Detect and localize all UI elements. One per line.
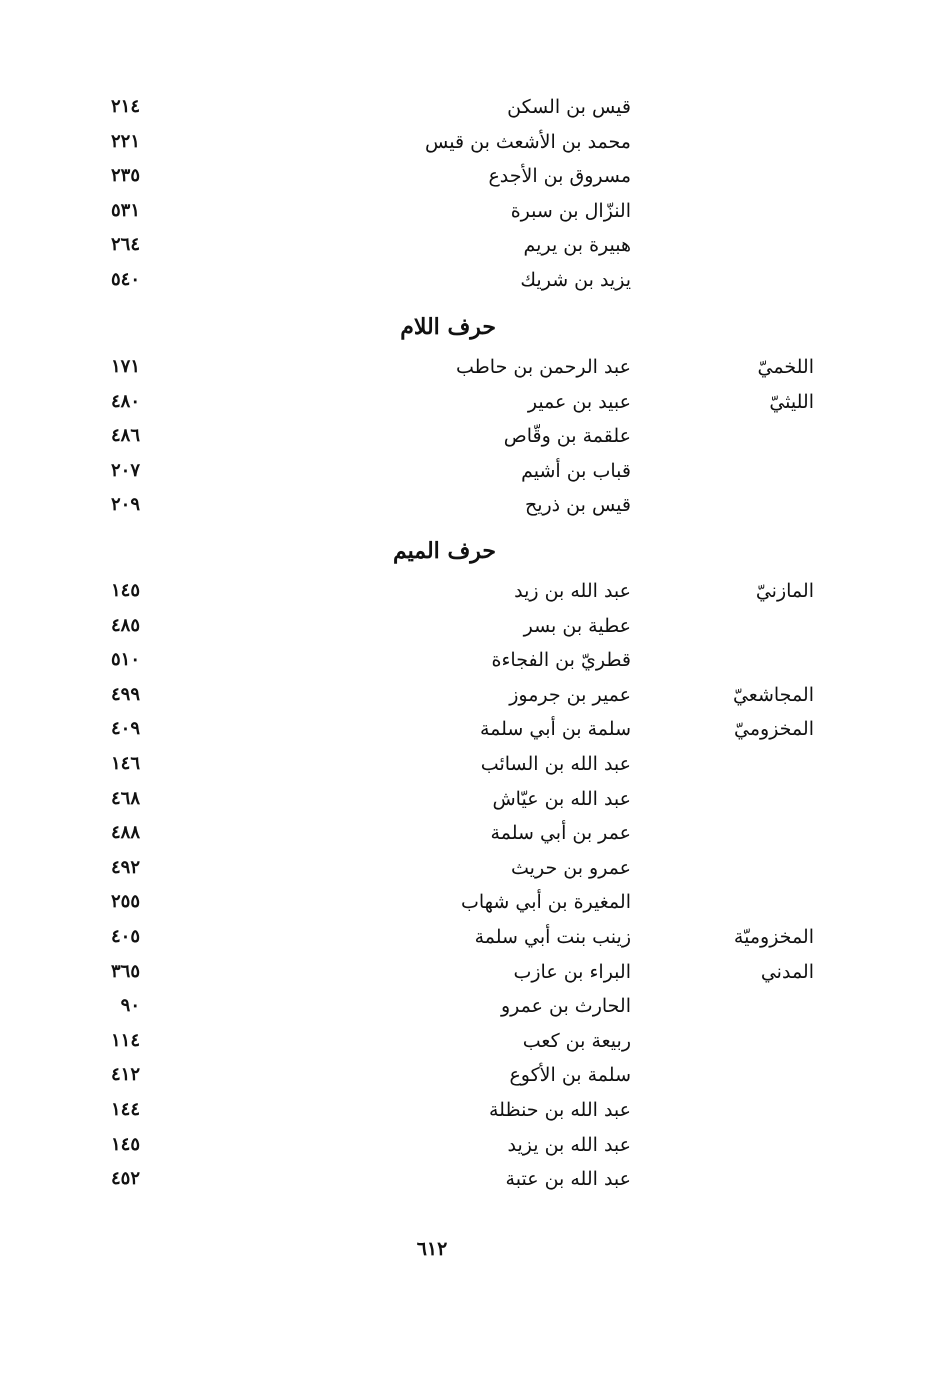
entry-page-number: ٢٣٥ — [110, 165, 140, 187]
entry-page-number: ٤٩٢ — [110, 856, 140, 878]
entry-page-number: ٤٨٠ — [110, 390, 140, 412]
entry-page-number: ٤٩٩ — [110, 683, 140, 705]
entry-page-number: ٤٨٥ — [110, 614, 140, 636]
entry-page-number: ٢٠٧ — [110, 459, 140, 481]
index-entry — [0, 922, 944, 957]
index-entry — [0, 991, 944, 1026]
entry-name: عمرو بن حريث — [511, 856, 631, 879]
entry-page-number: ١٤٥ — [110, 1133, 140, 1155]
index-entry — [0, 352, 944, 387]
entry-name: عبد الله بن عيّاش — [492, 787, 631, 810]
entry-page-number: ٥٤٠ — [110, 268, 140, 290]
entry-name: محمد بن الأشعث بن قيس — [425, 130, 631, 153]
entry-page-number: ٤٨٦ — [110, 425, 140, 447]
entry-name: سلمة بن الأكوع — [509, 1064, 631, 1087]
entry-page-number: ١١٤ — [110, 1029, 140, 1051]
entry-page-number: ٢٦٤ — [110, 234, 140, 256]
index-entry — [0, 230, 944, 265]
section-heading-lam: حرف اللام — [400, 314, 496, 340]
entry-page-number: ٢٥٥ — [110, 891, 140, 913]
index-entry — [0, 818, 944, 853]
entry-name: عمير بن جرموز — [509, 683, 631, 706]
entries-top — [0, 92, 944, 300]
entry-page-number: ٥١٠ — [110, 649, 140, 671]
index-entry — [0, 127, 944, 162]
entry-name: قيس بن ذريح — [524, 494, 631, 517]
entry-nisba: الليثيّ — [769, 390, 814, 413]
entry-name: عمر بن أبي سلمة — [490, 822, 631, 845]
entry-name: يزيد بن شريك — [520, 268, 631, 291]
entry-name: مسروق بن الأجدع — [488, 165, 631, 188]
entry-page-number: ٣٦٥ — [110, 960, 140, 982]
index-entry — [0, 1026, 944, 1061]
index-entry — [0, 853, 944, 888]
entry-name: عبد الله بن عتبة — [505, 1168, 631, 1191]
entry-name: زينب بنت أبي سلمة — [474, 925, 631, 948]
entry-name: المغيرة بن أبي شهاب — [460, 891, 631, 914]
entry-page-number: ٤١٢ — [110, 1064, 140, 1086]
entries-mim — [0, 576, 944, 1199]
index-entry — [0, 387, 944, 422]
entry-name: عبد الله بن السائب — [480, 752, 631, 775]
index-entry — [0, 1095, 944, 1130]
entry-name: عطية بن بسر — [523, 614, 631, 637]
index-entry — [0, 421, 944, 456]
entry-page-number: ٢٢١ — [110, 130, 140, 152]
index-entry — [0, 784, 944, 819]
entry-page-number: ٤٥٢ — [110, 1168, 140, 1190]
entry-page-number: ٤٠٥ — [110, 925, 140, 947]
entry-name: عبد الرحمن بن حاطب — [456, 356, 631, 378]
entry-nisba: اللخميّ — [757, 356, 814, 378]
index-entry — [0, 490, 944, 525]
entry-nisba: المخزوميّة — [733, 925, 814, 948]
index-entry — [0, 611, 944, 646]
entry-page-number: ٥٣١ — [110, 199, 140, 221]
entry-page-number: ١٤٦ — [110, 752, 140, 774]
index-entry — [0, 161, 944, 196]
entry-name: سلمة بن أبي سلمة — [479, 718, 631, 741]
entry-name: قطريّ بن الفجاءة — [491, 649, 631, 672]
entry-nisba: المخزوميّ — [734, 718, 814, 741]
entry-name: عبد الله بن حنظلة — [489, 1098, 631, 1121]
entry-name: عبد الله بن زيد — [514, 580, 631, 602]
entry-name: ربيعة بن كعب — [522, 1029, 631, 1052]
entry-name: البراء بن عازب — [513, 960, 631, 983]
entry-nisba: المازنيّ — [755, 580, 814, 602]
entry-page-number: ١٤٤ — [110, 1098, 140, 1120]
index-entry — [0, 645, 944, 680]
entry-page-number: ٩٠ — [120, 995, 140, 1017]
entry-page-number: ٤٠٩ — [110, 718, 140, 740]
index-entry — [0, 749, 944, 784]
entry-name: قيس بن السكن — [507, 96, 631, 118]
entry-page-number: ٢٠٩ — [110, 494, 140, 516]
entry-name: النزّال بن سبرة — [510, 199, 631, 222]
index-entry — [0, 576, 944, 611]
index-entry — [0, 456, 944, 491]
index-entry — [0, 265, 944, 300]
index-entry — [0, 714, 944, 749]
index-entry — [0, 1164, 944, 1199]
entry-page-number: ٤٨٨ — [110, 822, 140, 844]
index-entry — [0, 1130, 944, 1165]
index-entry — [0, 957, 944, 992]
entry-name: الحارث بن عمرو — [501, 995, 631, 1018]
entry-nisba: المدني — [760, 960, 814, 983]
index-entry — [0, 196, 944, 231]
index-entry — [0, 887, 944, 922]
entry-name: علقمة بن وقّاص — [503, 425, 631, 448]
index-entry — [0, 680, 944, 715]
entry-page-number: ٢١٤ — [110, 96, 140, 117]
entry-name: عبيد بن عمير — [527, 390, 631, 413]
index-entry — [0, 92, 944, 127]
entry-page-number: ١٧١ — [110, 356, 140, 377]
page-number: ٦١٢ — [416, 1238, 448, 1260]
entries-lam — [0, 352, 944, 525]
index-entry — [0, 1060, 944, 1095]
entry-page-number: ١٤٥ — [110, 580, 140, 601]
entry-name: هبيرة بن يريم — [523, 234, 631, 257]
entry-name: قباب بن أشيم — [521, 459, 631, 482]
entry-name: عبد الله بن يزيد — [507, 1133, 631, 1156]
section-heading-mim: حرف الميم — [392, 538, 496, 564]
entry-nisba: المجاشعيّ — [732, 683, 814, 706]
entry-page-number: ٤٦٨ — [110, 787, 140, 809]
